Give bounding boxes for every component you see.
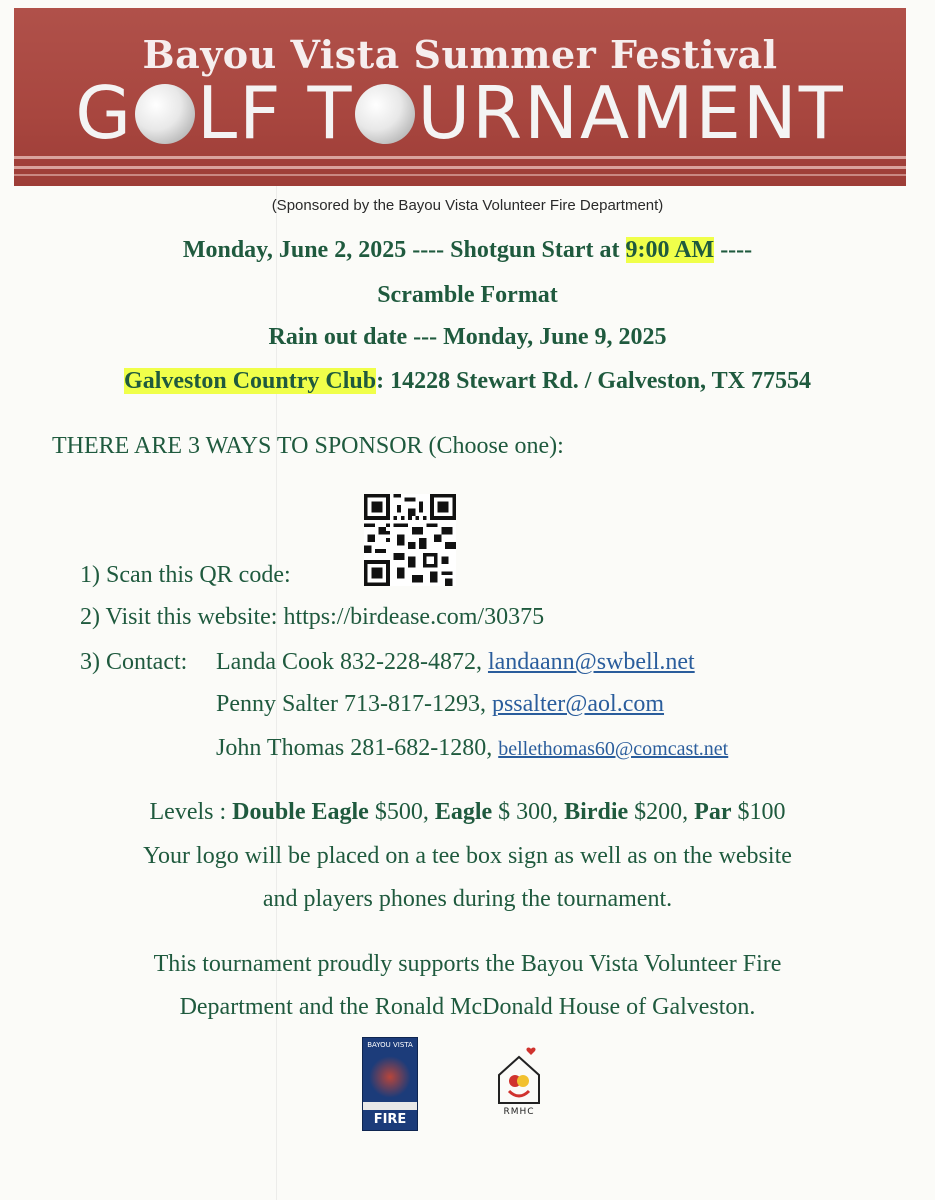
date-text-end: ---- [714,237,753,263]
contact-name-phone: John Thomas 281-682-1280, [216,735,499,761]
level-name: Eagle [434,799,493,825]
level-price: $ 300, [492,799,565,825]
event-date-line [0,237,935,264]
banner-stripe [14,174,906,176]
option-contact-label: 3) Contact: [80,649,188,675]
title-text: URNAMENT [417,71,845,155]
format-text: Scramble Format [377,282,558,308]
level-price: $200, [628,799,695,825]
fire-logo-label: FIRE [373,1112,407,1127]
rmhc-logo-label: RMHC [503,1107,535,1117]
contact-name-phone: Landa Cook 832-228-4872, [216,649,488,675]
header-banner [14,8,906,186]
rmhc-logo [493,1045,545,1121]
banner-stripe [14,156,906,159]
venue-name: Galveston Country Club [124,368,377,394]
logo-note: and players phones during the tournament. [262,886,673,912]
level-name: Par [694,799,732,825]
logo-note: Your logo will be placed on a tee box sign as well as on the website [143,843,792,869]
start-time: 9:00 AM [625,237,715,263]
fire-emblem-icon [369,1056,411,1098]
rain-out-date: Rain out date --- Monday, June 9, 2025 [268,324,667,350]
contact-name-phone: Penny Salter 713-817-1293, [216,691,492,717]
level-name: Birdie [564,799,629,825]
ways-to-sponsor-heading: THERE ARE 3 WAYS TO SPONSOR (Choose one): [52,433,564,459]
fire-logo-top-text: BAYOU VISTA [367,1041,413,1049]
venue-line [0,368,935,395]
contact-email-link[interactable]: bellethomas60@comcast.net [498,738,729,760]
golf-ball-icon [135,84,195,144]
banner-stripe [14,166,906,169]
date-text: Monday, June 2, 2025 ---- Shotgun Start at [182,237,626,263]
contact-row [216,735,728,762]
support-statement: Department and the Ronald McDonald House of Galveston. [179,994,756,1020]
contact-email-link[interactable]: landaann@swbell.net [487,649,695,675]
sponsor-levels [0,799,935,826]
title-text: LF T [197,71,354,155]
fire-logo-band [363,1102,417,1110]
levels-label: Levels : [149,799,233,825]
option-website[interactable]: 2) Visit this website: https://birdease.com/30375 [80,604,545,630]
support-statement: This tournament proudly supports the Bayou Vista Volunteer Fire [153,951,782,977]
level-price: $100 [731,799,786,825]
contact-email-link[interactable]: pssalter@aol.com [491,691,665,717]
level-name: Double Eagle [232,799,369,825]
qr-code[interactable] [364,494,456,586]
level-price: $500, [368,799,435,825]
sponsored-by-text: (Sponsored by the Bayou Vista Volunteer Fire Department) [271,197,664,214]
tournament-title [14,70,906,156]
contact-row [216,649,695,676]
venue-address: : 14228 Stewart Rd. / Galveston, TX 77554 [376,368,811,394]
festival-subtitle: Bayou Vista Summer Festival [142,32,778,77]
golf-ball-icon [355,84,415,144]
option-scan-qr: 1) Scan this QR code: [80,562,291,588]
fire-department-logo [362,1037,418,1131]
title-text: G [75,71,134,155]
house-heart-icon [493,1045,545,1107]
contact-row [216,691,664,718]
